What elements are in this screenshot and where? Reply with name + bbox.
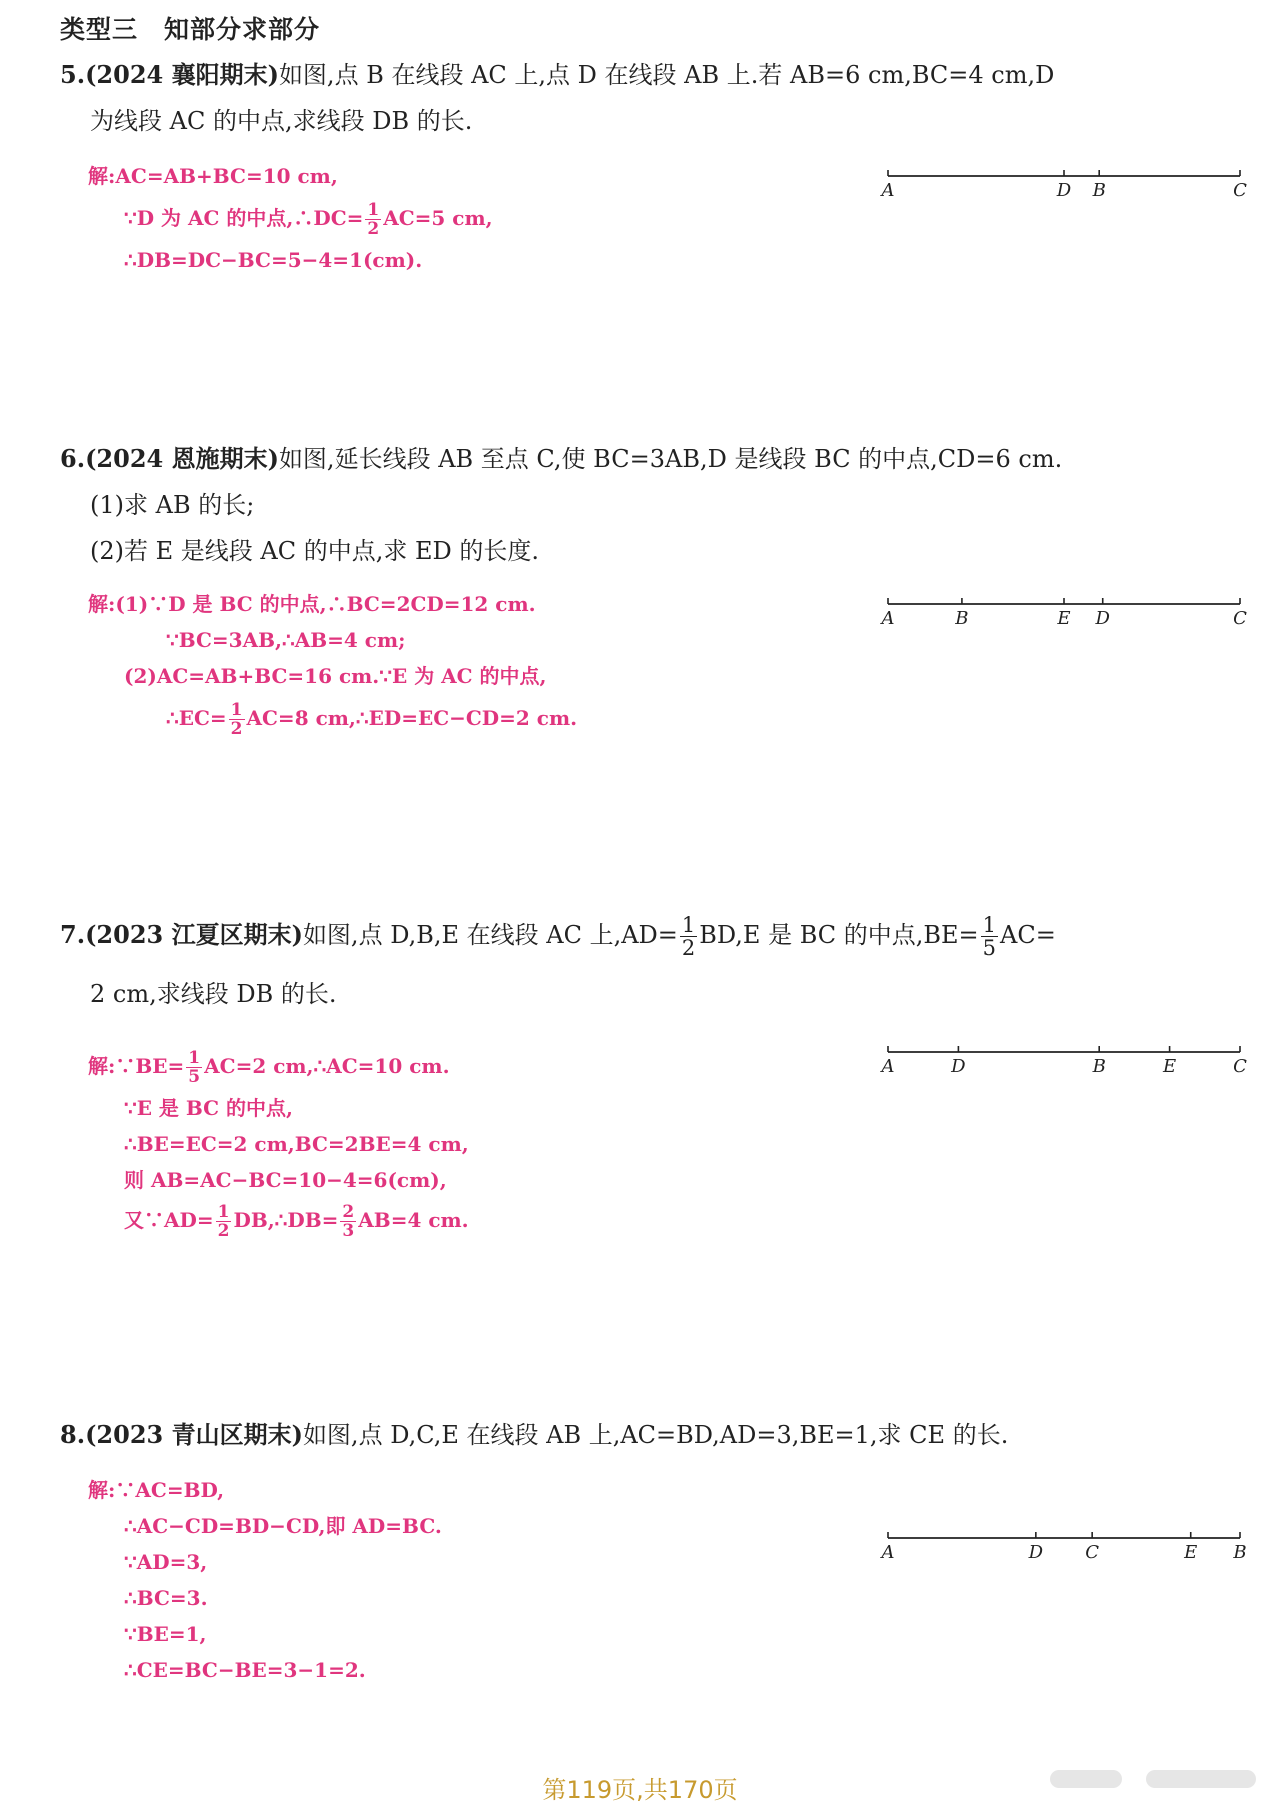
fraction: $\frac{1}{2}$ (230, 700, 243, 739)
problem-6 (60, 436, 1240, 574)
solution-line: ∵AD=3, (124, 1550, 208, 1574)
point-label: C (1233, 180, 1247, 201)
fraction: $\frac{1}{2}$ (217, 1202, 230, 1241)
segment-figure (880, 1528, 1247, 1568)
viewer-toolbar[interactable] (1050, 1762, 1260, 1796)
section-label: 类型三 (60, 15, 139, 44)
problem-8 (60, 1412, 1240, 1458)
segment-figure (880, 166, 1247, 206)
problem-text-line2: 2 cm,求线段 DB 的长. (90, 980, 337, 1008)
point-label: A (881, 608, 895, 629)
problem-number: 7. (60, 920, 86, 949)
problem-source: (2023 青山区期末) (85, 1420, 303, 1449)
solution-line: ∴BC=3. (124, 1586, 208, 1610)
point-label: E (1184, 1542, 1198, 1563)
solution-line: ∴EC= $\frac{1}{2}$ AC=8 cm,∴ED=EC−CD=2 cm. (166, 700, 578, 739)
solution-line: ∵E 是 BC 的中点, (124, 1096, 294, 1120)
point-label: E (1163, 1056, 1177, 1077)
point-label: B (955, 608, 969, 629)
solution-line: 解:AC=AB+BC=10 cm, (88, 164, 338, 188)
point-label: D (1056, 180, 1072, 201)
solution-line: (2)AC=AB+BC=16 cm.∵E 为 AC 的中点, (124, 664, 547, 688)
segment-figure (880, 594, 1247, 634)
toolbar-handle[interactable] (1050, 1770, 1122, 1788)
problem-source: (2024 恩施期末) (85, 444, 279, 473)
section-title: 知部分求部分 (164, 15, 321, 44)
point-label: A (881, 180, 895, 201)
problem-number: 5. (60, 60, 86, 89)
fraction: $\frac{2}{3}$ (342, 1202, 355, 1241)
fraction: $\frac{1}{2}$ (367, 200, 380, 239)
problem-number: 6. (60, 444, 86, 473)
solution-line: ∵BE=1, (124, 1622, 207, 1646)
solution-line: ∴BE=EC=2 cm,BC=2BE=4 cm, (124, 1132, 469, 1156)
sub-question-1: (1)求 AB 的长; (90, 491, 255, 519)
point-label: D (951, 1056, 966, 1077)
solution-line: ∵BC=3AB,∴AB=4 cm; (166, 628, 406, 652)
solution-6 (88, 586, 577, 738)
point-label: C (1233, 608, 1247, 629)
sub-question-2: (2)若 E 是线段 AC 的中点,求 ED 的长度. (90, 537, 540, 565)
point-label: E (1057, 608, 1071, 629)
figure-6 (880, 594, 1247, 634)
toolbar-handle[interactable] (1146, 1770, 1256, 1788)
solution-line: ∴AC−CD=BD−CD,即 AD=BC. (124, 1514, 442, 1538)
point-label: B (1092, 1056, 1106, 1077)
page-indicator: 第119页,共170页 (542, 1776, 738, 1804)
problem-text: 如图,点 B 在线段 AC 上,点 D 在线段 AB 上.若 AB=6 cm,BC=4 cm,D (278, 61, 1055, 89)
section-heading (60, 10, 320, 46)
problem-5 (60, 52, 1240, 144)
solution-line: 又∵AD= $\frac{1}{2}$ DB,∴DB= $\frac{2}{3}$ AB=4 cm. (124, 1202, 469, 1241)
point-label: D (1028, 1542, 1044, 1563)
solution-line: 则 AB=AC−BC=10−4=6(cm), (124, 1168, 447, 1192)
problem-source: (2024 襄阳期末) (85, 60, 279, 89)
point-label: D (1095, 608, 1110, 629)
solution-line: 解:(1)∵D 是 BC 的中点,∴BC=2CD=12 cm. (88, 592, 536, 616)
fraction: $\frac{1}{2}$ (681, 913, 696, 960)
solution-7 (88, 1048, 469, 1240)
fraction: $\frac{1}{5}$ (188, 1048, 201, 1087)
solution-line: 解:∵BE= $\frac{1}{5}$ AC=2 cm,∴AC=10 cm. (88, 1048, 450, 1087)
solution-5 (88, 158, 493, 278)
point-label: C (1085, 1542, 1100, 1563)
figure-7 (880, 1042, 1247, 1082)
point-label: C (1233, 1056, 1247, 1077)
problem-text: 如图,点 D,C,E 在线段 AB 上,AC=BD,AD=3,BE=1,求 CE 的长. (302, 1421, 1009, 1449)
solution-line: 解:∵AC=BD, (88, 1478, 225, 1502)
solution-8 (88, 1472, 442, 1688)
problem-text-line2: 为线段 AC 的中点,求线段 DB 的长. (90, 107, 473, 135)
problem-number: 8. (60, 1420, 86, 1449)
solution-line: ∴DB=DC−BC=5−4=1(cm). (124, 248, 423, 272)
point-label: B (1233, 1542, 1247, 1563)
solution-line: ∴CE=BC−BE=3−1=2. (124, 1658, 366, 1682)
point-label: A (881, 1056, 895, 1077)
point-label: A (881, 1542, 895, 1563)
figure-8 (880, 1528, 1247, 1568)
problem-7: 7.(2023 江夏区期末)如图,点 D,B,E 在线段 AC 上,AD= $\frac{1}{2}$ BD,E 是 BC 的中点,BE= $\frac{1}{5}$ AC= 2 cm,求线段 DB 的长. (60, 912, 1240, 1017)
problem-text: 如图,延长线段 AB 至点 C,使 BC=3AB,D 是线段 BC 的中点,CD=6 cm. (278, 445, 1063, 473)
point-label: B (1092, 180, 1106, 201)
segment-figure (880, 1042, 1247, 1082)
fraction: $\frac{1}{5}$ (982, 913, 997, 960)
figure-5 (880, 166, 1247, 206)
problem-source: (2023 江夏区期末) (85, 920, 303, 949)
solution-line: ∵D 为 AC 的中点,∴DC= $\frac{1}{2}$ AC=5 cm, (124, 200, 493, 239)
